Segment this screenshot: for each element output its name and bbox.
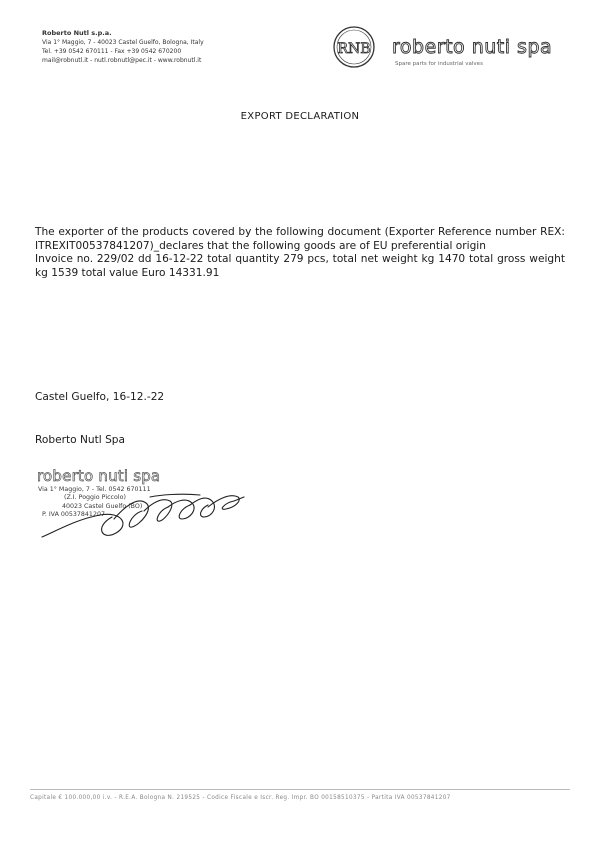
place-and-date: Castel Guelfo, 16-12.-22 (35, 391, 165, 403)
invoice-details: Invoice no. 229/02 dd 16-12-22 total quantity 279 pcs, total net weight kg 1470 total gross weight kg 1539 total value Euro 14331.91 (35, 253, 565, 279)
signatory-company: Roberto Nutl Spa (35, 434, 126, 446)
logo-wordmark: roberto nuti spa (392, 36, 553, 58)
stamp-line-address: Via 1° Maggio, 7 - Tel. 0542 670111 (38, 486, 151, 493)
stamp-brand: roberto nuti spa (37, 467, 161, 485)
company-name: Roberto Nutl s.p.a. (42, 29, 112, 37)
company-phone: Tel. +39 0542 670111 - Fax +39 0542 670200 (42, 48, 182, 55)
logo-emblem-icon (330, 25, 390, 73)
stamp-line-vat: P. IVA 00537841207 (42, 510, 105, 518)
logo-monogram: RNB (337, 41, 371, 57)
declaration-body (35, 226, 565, 280)
stamp-line-area: (Z.I. Poggio Piccolo) (64, 494, 126, 502)
document-title: EXPORT DECLARATION (240, 111, 360, 122)
company-address: Via 1° Maggio, 7 - 40023 Castel Guelfo, Bologna, Italy (42, 39, 204, 46)
footer-legal-info: Capitale € 100.000,00 i.v. - R.E.A. Bologna N. 219525 - Codice Fiscale e Iscr. Reg. Impr. BO 00158510375 - Partita IVA 00537841207 (30, 795, 451, 801)
company-logo (330, 25, 570, 73)
handwritten-signature (30, 467, 260, 547)
company-contact: mail@robnutl.it - nutl.robnutl@pec.it - www.robnutl.it (42, 57, 202, 64)
company-stamp (30, 467, 260, 547)
company-info (42, 29, 302, 65)
footer-divider (30, 789, 570, 790)
logo-tagline: Spare parts for industrial valves (395, 61, 483, 67)
stamp-line-city: 40023 Castel Guelfo (BO) (62, 502, 143, 510)
declaration-text: The exporter of the products covered by the following document (Exporter Reference number REX: ITREXIT00537841207)_declares that the following goods are of EU preferential origin (35, 226, 565, 252)
